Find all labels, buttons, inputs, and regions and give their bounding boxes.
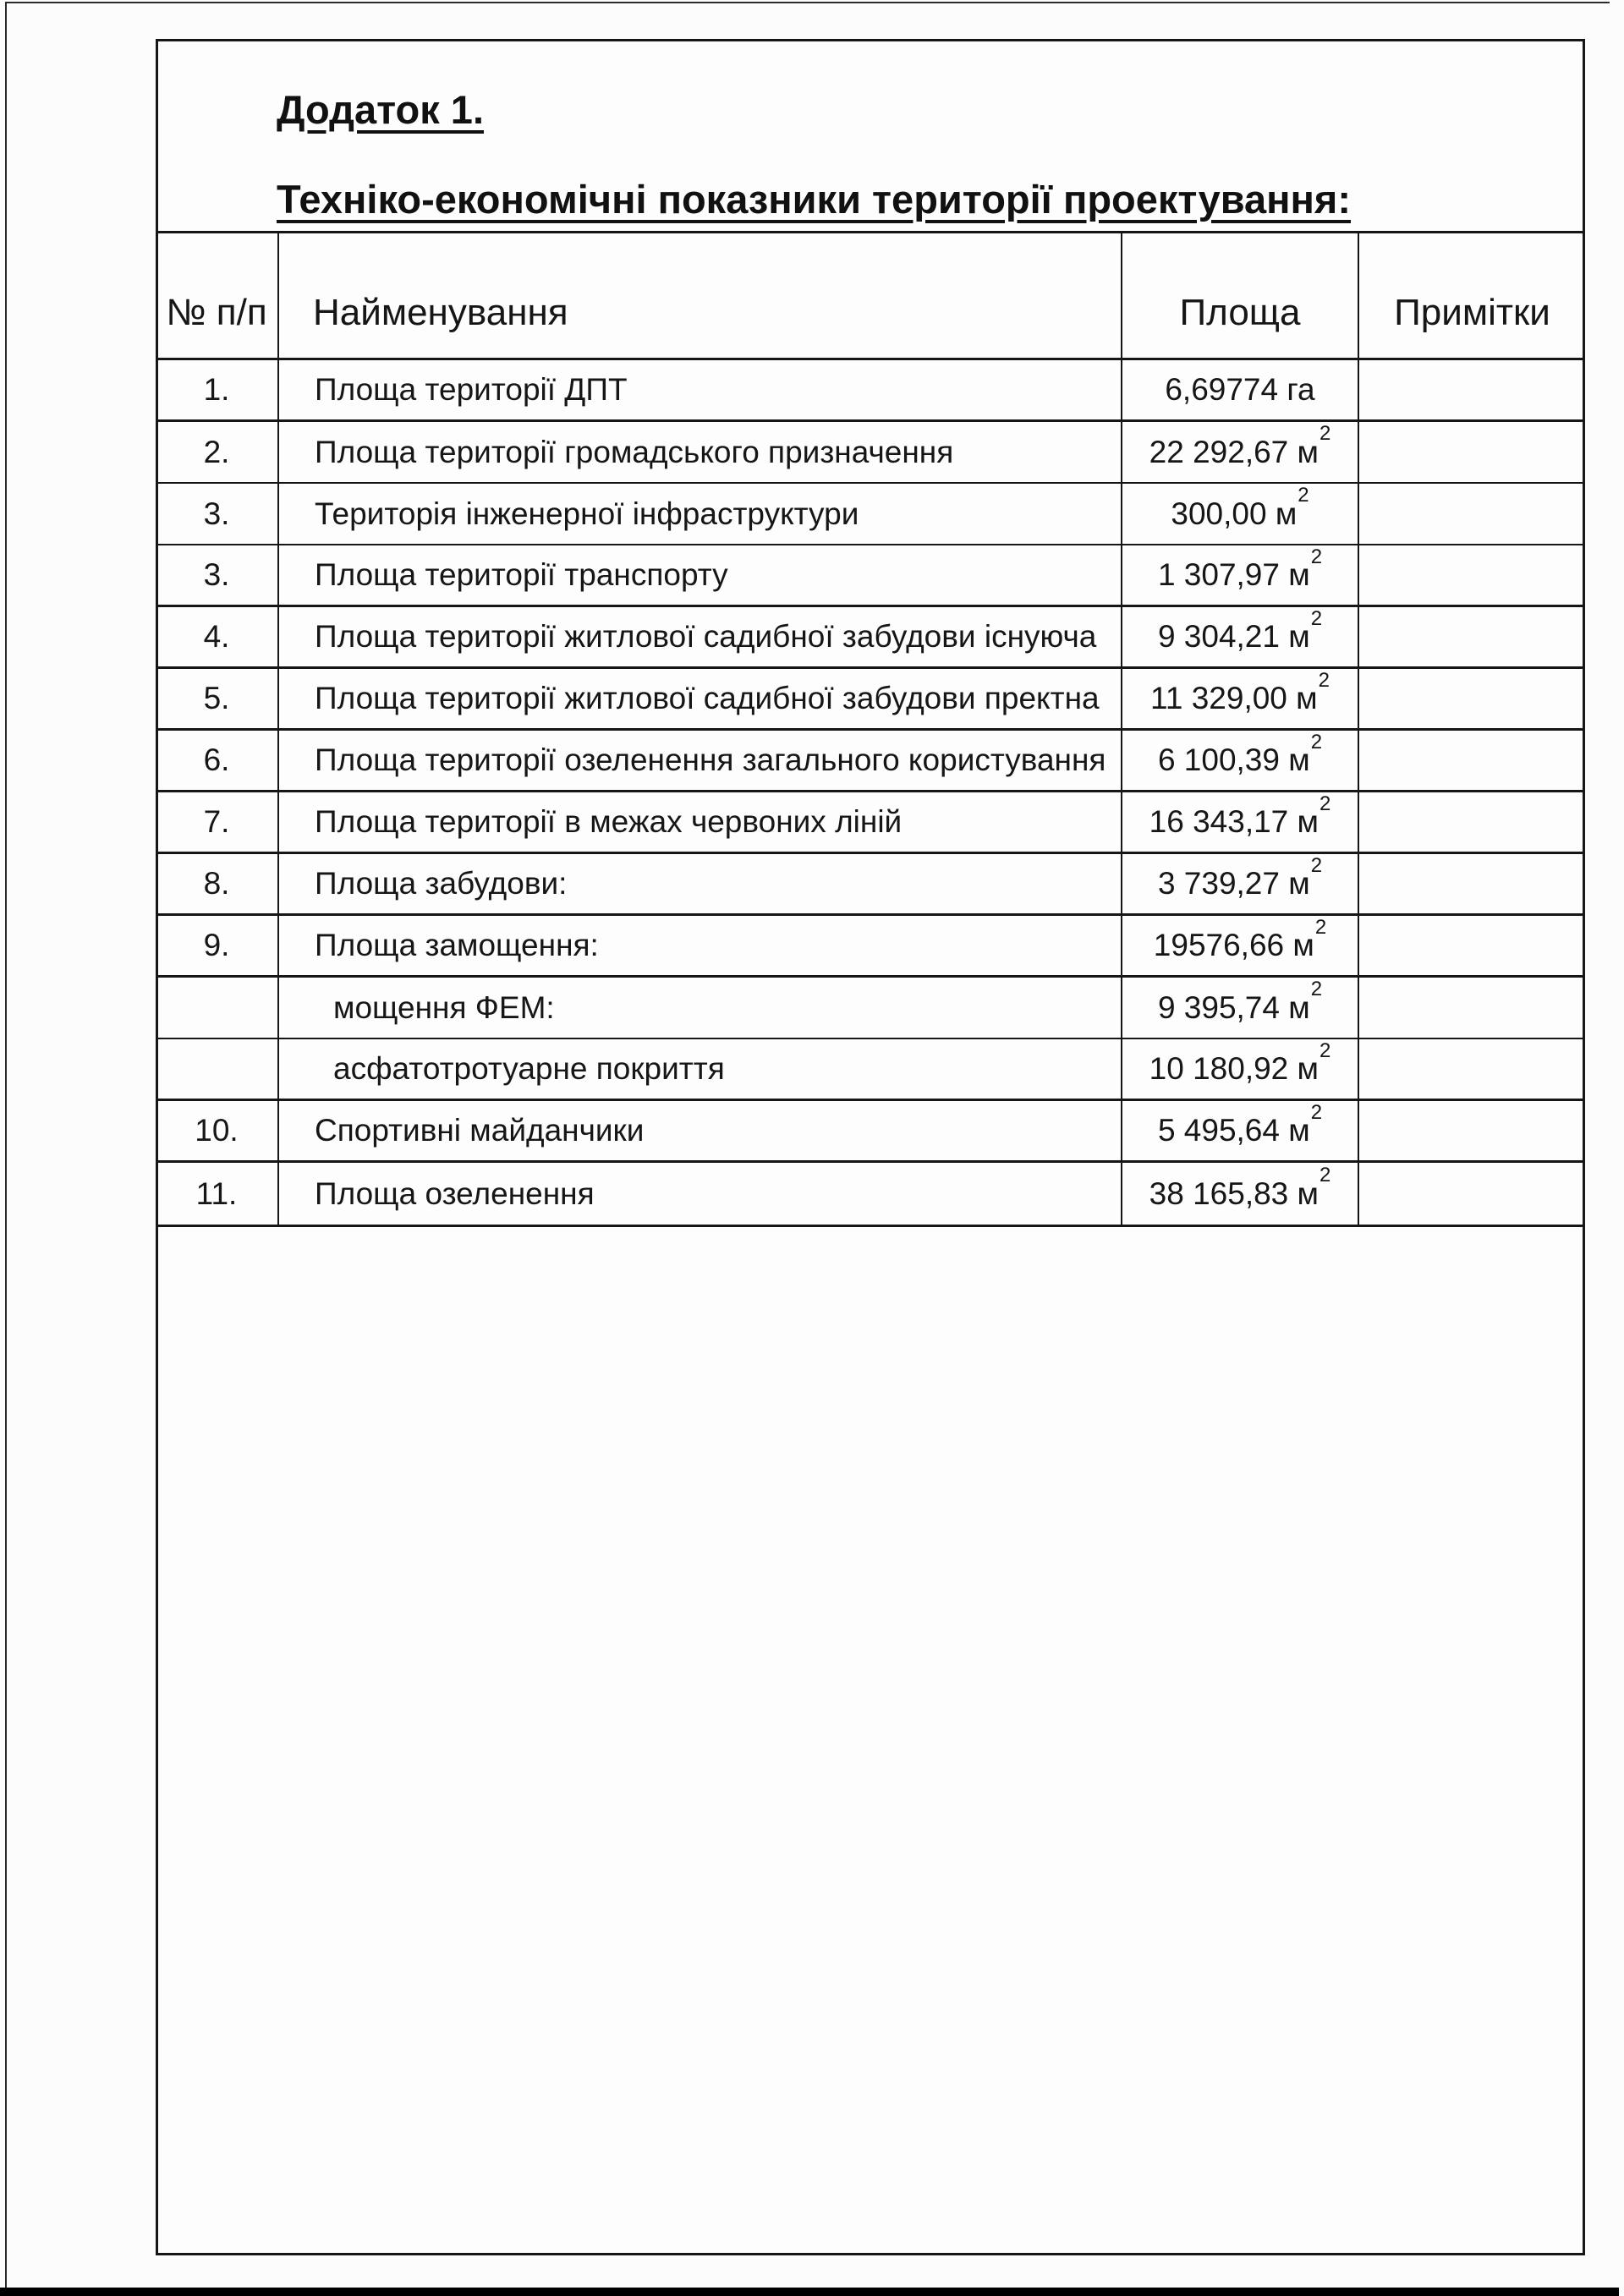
row-num-cell xyxy=(156,1163,279,1225)
row-value-cell xyxy=(1122,792,1359,852)
row-num: 7. xyxy=(203,804,230,839)
row-label-cell xyxy=(279,731,1122,790)
page-subtitle: Техніко-економічні показники території проектування: xyxy=(277,177,1352,222)
row-value-amount: 9 304,21 м xyxy=(1157,619,1310,654)
row-value-cell xyxy=(1122,545,1359,605)
row-value xyxy=(1149,1164,1331,1212)
row-label-cell xyxy=(279,484,1122,544)
row-num: 11. xyxy=(195,1175,238,1211)
row-notes-cell xyxy=(1359,545,1585,605)
row-value-amount: 10 180,92 м xyxy=(1149,1051,1319,1086)
row-label: Спортивні майданчики xyxy=(315,1113,645,1148)
row-value xyxy=(1150,669,1330,716)
table-row xyxy=(156,607,1585,669)
row-value-sup: 2 xyxy=(1319,1039,1331,1062)
row-label: Площа озеленення xyxy=(315,1175,595,1211)
row-value-amount: 38 165,83 м xyxy=(1149,1175,1319,1211)
row-label-cell xyxy=(279,792,1122,852)
scan-edge-left-line xyxy=(5,2,7,2290)
table-row xyxy=(156,854,1585,916)
row-label-cell xyxy=(279,1101,1122,1160)
row-value-sup: 2 xyxy=(1298,484,1309,507)
table-row xyxy=(156,545,1585,607)
row-value xyxy=(1157,545,1323,593)
header-area: Площа xyxy=(1122,233,1359,358)
row-label: Площа території житлової садибної забудови пректна xyxy=(315,681,1100,715)
row-value-cell xyxy=(1122,669,1359,728)
row-value-amount: 6 100,39 м xyxy=(1157,743,1310,777)
row-num-cell xyxy=(156,792,279,852)
row-label: мощення ФЕМ: xyxy=(333,989,555,1025)
row-notes-cell xyxy=(1359,607,1585,666)
row-value xyxy=(1171,484,1309,532)
row-value xyxy=(1157,1101,1323,1148)
row-label: Територія інженерної інфраструктури xyxy=(315,496,859,531)
table-row xyxy=(156,916,1585,978)
row-label: Площа території ДПТ xyxy=(315,372,628,407)
row-num: 10. xyxy=(195,1113,239,1148)
row-num-cell xyxy=(156,1039,279,1099)
row-value xyxy=(1153,916,1327,963)
row-value-cell xyxy=(1122,916,1359,975)
header-name: Найменування xyxy=(279,233,1122,358)
row-label: Площа території громадського призначення xyxy=(315,434,954,469)
row-num: 5. xyxy=(203,681,230,715)
row-label: Площа території озеленення загального користування xyxy=(315,743,1106,777)
indicators-table xyxy=(156,231,1585,1227)
row-num: 8. xyxy=(203,866,230,901)
table-row xyxy=(156,1039,1585,1101)
row-value xyxy=(1157,978,1323,1026)
row-value-sup: 2 xyxy=(1314,916,1327,939)
row-num-cell xyxy=(156,978,279,1038)
row-value xyxy=(1149,1039,1331,1087)
row-num-cell xyxy=(156,731,279,790)
row-notes-cell xyxy=(1359,669,1585,728)
row-num-cell xyxy=(156,669,279,728)
row-notes-cell xyxy=(1359,792,1585,852)
row-num: 9. xyxy=(203,928,230,962)
row-label-cell xyxy=(279,1163,1122,1225)
row-value-sup: 2 xyxy=(1310,854,1323,877)
row-value-cell xyxy=(1122,422,1359,482)
row-label: Площа забудови: xyxy=(315,866,568,901)
row-value-amount: 19576,66 м xyxy=(1153,928,1314,962)
row-value xyxy=(1149,422,1331,470)
scan-edge-top-line xyxy=(5,2,1610,3)
table-row xyxy=(156,792,1585,854)
row-num-cell xyxy=(156,422,279,482)
row-label: Площа території транспорту xyxy=(315,557,728,592)
row-num-cell xyxy=(156,854,279,913)
row-value-cell xyxy=(1122,731,1359,790)
row-label-cell xyxy=(279,360,1122,419)
row-value-sup: 2 xyxy=(1318,669,1330,692)
row-label: Площа замощення: xyxy=(315,928,599,962)
row-value-amount: 6,69774 га xyxy=(1165,372,1315,407)
header-num: № п/п xyxy=(156,233,279,358)
row-value-cell xyxy=(1122,1163,1359,1225)
row-notes-cell xyxy=(1359,916,1585,975)
row-value-cell xyxy=(1122,1039,1359,1099)
table-row xyxy=(156,669,1585,731)
row-value-cell xyxy=(1122,484,1359,544)
row-value-cell xyxy=(1122,607,1359,666)
row-label-cell xyxy=(279,1039,1122,1099)
row-num: 6. xyxy=(203,743,230,777)
row-notes-cell xyxy=(1359,854,1585,913)
row-label-cell xyxy=(279,854,1122,913)
row-label-cell xyxy=(279,916,1122,975)
row-value-sup: 2 xyxy=(1310,545,1323,568)
row-num-cell xyxy=(156,360,279,419)
row-value-cell xyxy=(1122,854,1359,913)
row-notes-cell xyxy=(1359,1039,1585,1099)
row-value-amount: 3 739,27 м xyxy=(1157,866,1310,901)
row-value-sup: 2 xyxy=(1310,731,1323,753)
row-value xyxy=(1149,792,1331,840)
row-label-cell xyxy=(279,978,1122,1038)
table-row xyxy=(156,422,1585,484)
row-num-cell xyxy=(156,484,279,544)
row-label: асфатотротуарне покриття xyxy=(333,1051,725,1086)
row-label-cell xyxy=(279,422,1122,482)
row-value-amount: 1 307,97 м xyxy=(1157,557,1310,592)
row-notes-cell xyxy=(1359,1163,1585,1225)
row-notes-cell xyxy=(1359,731,1585,790)
table-row xyxy=(156,1101,1585,1163)
table-row xyxy=(156,731,1585,792)
row-notes-cell xyxy=(1359,422,1585,482)
row-value-sup: 2 xyxy=(1310,607,1323,630)
table-row xyxy=(156,484,1585,545)
row-value-amount: 16 343,17 м xyxy=(1149,804,1319,839)
row-label-cell xyxy=(279,545,1122,605)
row-value-sup: 2 xyxy=(1319,1164,1331,1187)
row-value-amount: 11 329,00 м xyxy=(1150,681,1318,715)
page-title: Додаток 1. xyxy=(277,87,485,132)
row-value-amount: 5 495,64 м xyxy=(1157,1113,1310,1148)
row-value xyxy=(1157,731,1323,778)
row-num-cell xyxy=(156,545,279,605)
row-label-cell xyxy=(279,669,1122,728)
row-num: 3. xyxy=(203,496,230,531)
table-body xyxy=(156,360,1585,1225)
row-value-cell xyxy=(1122,1101,1359,1160)
row-num: 1. xyxy=(203,372,230,407)
row-value xyxy=(1157,607,1323,655)
row-value-sup: 2 xyxy=(1319,792,1331,815)
table-row xyxy=(156,978,1585,1039)
table-row xyxy=(156,360,1585,422)
row-num: 4. xyxy=(203,619,230,654)
row-label-cell xyxy=(279,607,1122,666)
row-notes-cell xyxy=(1359,1101,1585,1160)
row-notes-cell xyxy=(1359,484,1585,544)
row-num: 3. xyxy=(203,557,230,592)
row-notes-cell xyxy=(1359,360,1585,419)
header-notes: Примітки xyxy=(1394,291,1550,333)
row-label: Площа території в межах червоних ліній xyxy=(315,804,903,839)
row-notes-cell xyxy=(1359,978,1585,1038)
row-label: Площа території житлової садибної забудови існуюча xyxy=(315,619,1097,654)
row-value-cell xyxy=(1122,978,1359,1038)
row-num: 2. xyxy=(203,434,230,469)
row-value xyxy=(1157,854,1323,901)
row-value-cell xyxy=(1122,360,1359,419)
row-value-amount: 22 292,67 м xyxy=(1149,434,1319,469)
row-value-sup: 2 xyxy=(1319,422,1331,446)
row-value xyxy=(1165,372,1314,408)
row-num-cell xyxy=(156,916,279,975)
scan-edge-bottom-bar xyxy=(0,2288,1619,2296)
row-value-sup: 2 xyxy=(1310,1101,1323,1124)
row-num-cell xyxy=(156,1101,279,1160)
table-row xyxy=(156,1163,1585,1225)
row-value-sup: 2 xyxy=(1310,978,1323,1001)
table-header-row xyxy=(156,233,1585,360)
row-num-cell xyxy=(156,607,279,666)
row-value-amount: 9 395,74 м xyxy=(1157,989,1310,1025)
row-value-amount: 300,00 м xyxy=(1171,496,1298,531)
